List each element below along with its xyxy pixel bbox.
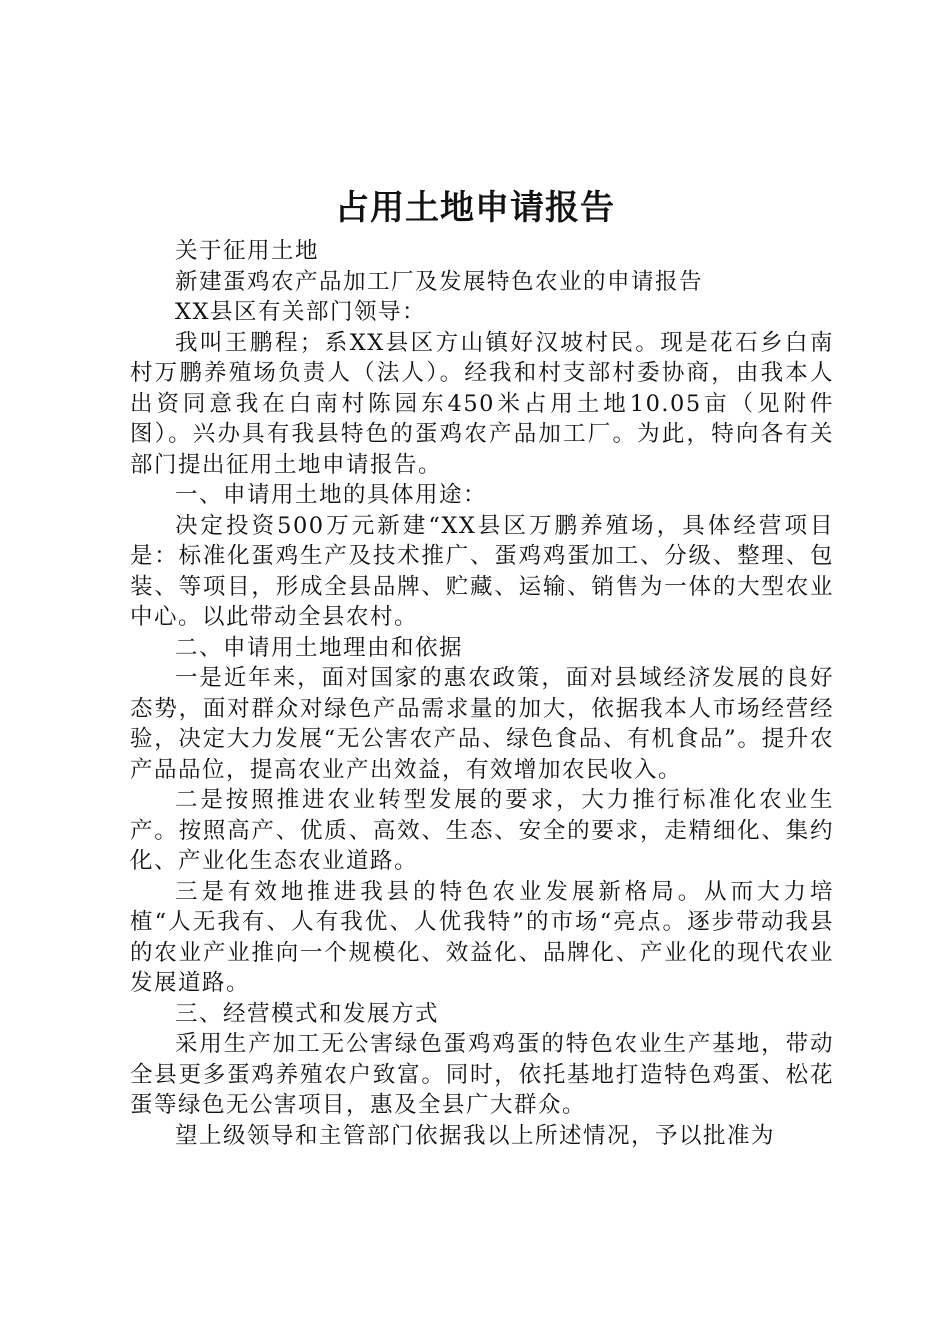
- section-heading: 三、经营模式和发展方式: [175, 1000, 440, 1027]
- document-body: [130, 236, 834, 1151]
- body-paragraph: 采用生产加工无公害绿色蛋鸡鸡蛋的特色农业生产基地，带动全县更多蛋鸡养殖农户致富。同时，依托基地打造特色鸡蛋、松花蛋等绿色无公害项目，惠及全县广大群众。: [130, 1031, 834, 1118]
- body-paragraph: 决定投资500万元新建“XX县区万鹏养殖场，具体经营项目是：标准化蛋鸡生产及技术推广、蛋鸡鸡蛋加工、分级、整理、包装、等项目，形成全县品牌、贮藏、运输、销售为一体的大型农业中心。以此带动全县农村。: [130, 512, 834, 630]
- body-paragraph: 我叫王鹏程；系XX县区方山镇好汉坡村民。现是花石乡白南村万鹏养殖场负责人（法人）。经我和村支部村委协商，由我本人出资同意我在白南村陈园东450米占用土地10.05亩（见附件图）。兴办具有我县特色的蛋鸡农产品加工厂。为此，特向各有关部门提出征用土地申请报告。: [130, 329, 834, 478]
- body-paragraph: 望上级领导和主管部门依据我以上所述情况，予以批准为: [175, 1122, 776, 1149]
- body-paragraph: 一是近年来，面对国家的惠农政策，面对县域经济发展的良好态势，面对群众对绿色产品需求量的加大，依据我本人市场经营经验，决定大力发展“无公害农产品、绿色食品、有机食品”。提升农产品品位，提高农业产出效益，有效增加农民收入。: [130, 665, 834, 783]
- section-heading: 一、申请用土地的具体用途：: [175, 482, 488, 508]
- subject-line: 关于征用土地: [175, 238, 320, 264]
- salutation: XX县区有关部门领导：: [175, 299, 427, 325]
- section-heading: 二、申请用土地理由和依据: [175, 634, 464, 661]
- subject-line: 新建蛋鸡农产品加工厂及发展特色农业的申请报告: [175, 268, 704, 295]
- document-title: 占用土地申请报告: [335, 188, 615, 228]
- body-paragraph: 二是按照推进农业转型发展的要求，大力推行标准化农业生产。按照高产、优质、高效、生态、安全的要求，走精细化、集约化、产业化生态农业道路。: [130, 787, 834, 874]
- body-paragraph: 三是有效地推进我县的特色农业发展新格局。从而大力培植“人无我有、人有我优、人优我特”的市场“亮点。逐步带动我县的农业产业推向一个规模化、效益化、品牌化、产业化的现代农业发展道路。: [130, 878, 834, 996]
